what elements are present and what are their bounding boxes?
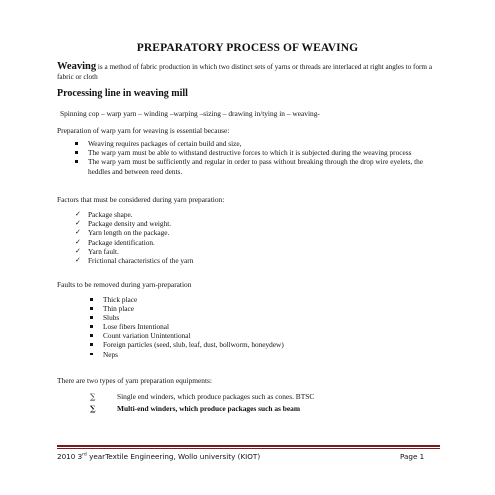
sigma-bullet-icon: ∑	[90, 392, 96, 401]
list-item: The warp yarn must be sufficiently and regular in order to pass without breaking through the drop wire eyelets, the heddles and between reed dents.	[75, 157, 445, 175]
faults-list	[90, 295, 284, 359]
warp-prep-intro: Preparation of warp yarn for weaving is essential because:	[57, 126, 230, 135]
equipment-intro: There are two types of yarn preparation equipments:	[57, 376, 212, 385]
checkmark-icon: ✓	[75, 246, 81, 255]
sigma-bullet-icon: ∑	[90, 404, 96, 413]
square-bullet-icon	[90, 307, 93, 310]
processing-line: Spinning cop – warp yarn – winding –warping –sizing – drawing in/tying in – weaving-	[60, 109, 320, 118]
page-title: PREPARATORY PROCESS OF WEAVING	[136, 42, 359, 54]
list-item: ✓ Package shape.	[75, 210, 133, 219]
square-bullet-icon	[90, 325, 93, 328]
square-bullet-icon	[90, 343, 93, 346]
list-item: ✓ Yarn length on the package.	[75, 228, 170, 238]
faults-intro: Faults to be removed during yarn-preparation	[57, 280, 192, 289]
equipment-list	[90, 391, 314, 415]
list-item: Weaving requires packages of certain build and size,	[75, 139, 445, 148]
square-bullet-icon	[75, 142, 78, 145]
checkmark-icon: ✓	[75, 256, 81, 265]
footer-divider-thin	[57, 448, 440, 449]
checkmark-icon: ✓	[75, 210, 81, 218]
list-item: ✓ Frictional characteristics of the yarn	[75, 256, 194, 266]
factors-intro: Factors that must be considered during yarn preparation:	[57, 195, 225, 204]
list-item: ∑ Multi-end winders, which produce packages such as beam	[90, 404, 301, 413]
section-heading: Processing line in weaving mill	[57, 88, 188, 99]
footer-divider-thick	[57, 445, 440, 447]
list-item: ✓ Package identification.	[75, 237, 155, 247]
list-item: ✓ Yarn fault.	[75, 246, 119, 256]
square-bullet-icon	[90, 353, 93, 356]
warp-prep-reasons-list	[75, 139, 445, 176]
square-bullet-icon	[90, 298, 93, 301]
list-item: Slubs	[90, 313, 284, 322]
list-item: Thick place	[90, 295, 284, 304]
factors-list	[75, 210, 193, 265]
page-number: Page 1	[400, 452, 425, 461]
list-item: ✓ Package density and weight.	[75, 219, 172, 229]
list-item: Neps	[90, 350, 284, 359]
list-item: ∑ Single end winders, which produce packages such as cones. BTSC	[90, 392, 315, 401]
square-bullet-icon	[90, 316, 93, 319]
list-item: Foreign particles (seed, slub, leaf, dust, bollworm, honeydew)	[90, 340, 284, 349]
list-item: Thin place	[90, 304, 284, 313]
square-bullet-icon	[90, 334, 93, 337]
list-item: Lose fibers Intentional	[90, 322, 284, 331]
checkmark-icon: ✓	[75, 237, 81, 246]
checkmark-icon: ✓	[75, 219, 81, 228]
square-bullet-icon	[75, 160, 78, 163]
square-bullet-icon	[75, 151, 78, 154]
checkmark-icon: ✓	[75, 228, 81, 237]
list-item: Count variation Unintentional	[90, 331, 284, 340]
list-item: The warp yarn must be able to withstand destructive forces to which it is subjected during the weaving process	[75, 148, 445, 157]
intro-lead-word: Weaving	[57, 61, 97, 72]
footer-text: 2010 3rd yearTextile Engineering, Wollo university (KIOT)	[57, 452, 261, 461]
intro-paragraph	[57, 62, 437, 82]
intro-text: is a method of fabric production in which two distinct sets of yarns or threads are interlaced at right angles to form a fabric or cloth	[57, 63, 433, 81]
